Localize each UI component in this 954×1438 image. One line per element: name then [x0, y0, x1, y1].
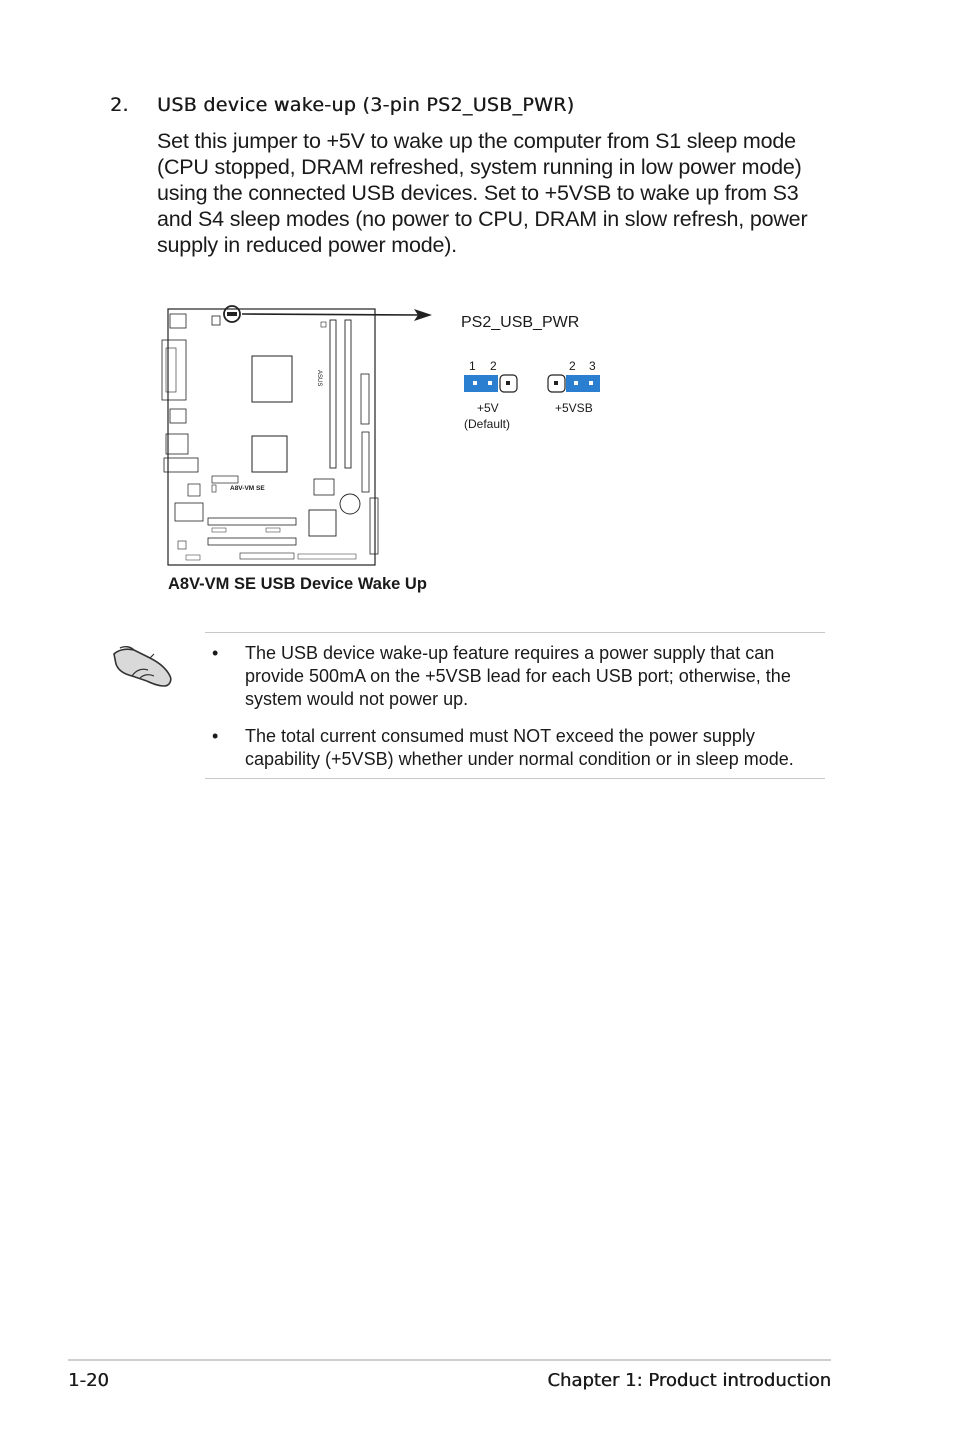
io-lan-port [166, 434, 188, 454]
ide-connector [361, 374, 369, 424]
callout-arrow-line [242, 314, 422, 315]
cpu-socket [252, 356, 292, 402]
chapter-title: Chapter 1: Product introduction [547, 1370, 831, 1391]
io-serial-port [162, 340, 186, 400]
floppy-connector [362, 432, 369, 492]
note-top-rule [205, 632, 825, 633]
note-bullet: • [212, 643, 219, 663]
jumper-location-pins [227, 312, 237, 316]
setting-a-pin-1: 1 [469, 359, 476, 373]
note-item [210, 642, 830, 711]
section-title: USB device wake-up (3-pin PS2_USB_PWR) [157, 94, 575, 116]
setting-a-jumper-cap [464, 375, 498, 392]
footer-rule [68, 1359, 831, 1361]
jumper-figure [160, 298, 620, 598]
setting-b-pin-2: 2 [569, 359, 576, 373]
setting-a-label: +5V [477, 401, 499, 415]
pci-slot-1 [208, 518, 296, 525]
pci-slot-2 [208, 538, 296, 545]
northbridge-chip [252, 436, 287, 472]
setting-b-label: +5VSB [555, 401, 593, 415]
note-text: The total current consumed must NOT exceed the power supply capability (+5VSB) whether under normal condition or in sleep mode. [245, 726, 794, 769]
notes-list [210, 642, 830, 785]
note-bullet: • [212, 726, 219, 746]
dimm-slot-1 [330, 320, 336, 468]
cmos-battery [340, 494, 360, 514]
jumper-name: PS2_USB_PWR [461, 314, 580, 331]
page-number: 1-20 [68, 1370, 109, 1391]
power-connector [370, 498, 378, 554]
hand-pointer-icon [110, 640, 174, 690]
motherboard-diagram [160, 298, 620, 598]
note-bottom-rule [205, 778, 825, 779]
setting-b-jumper-cap [566, 375, 600, 392]
southbridge-chip [309, 510, 336, 536]
section-number: 2. [110, 94, 129, 116]
io-usb-port [170, 409, 186, 423]
setting-a-sublabel: (Default) [464, 417, 511, 431]
dimm-slot-2 [345, 320, 351, 468]
setting-a-pin-2: 2 [490, 359, 497, 373]
note-text: The USB device wake-up feature requires a power supply that can provide 500mA on the +5VSB lead for each USB port; otherwise, the system would not power up. [245, 643, 791, 709]
note-item [210, 725, 830, 771]
brand-mark: ASUS [316, 370, 322, 387]
board-label: A8V-VM SE [230, 485, 265, 492]
figure-caption: A8V-VM SE USB Device Wake Up [168, 575, 427, 593]
section-heading [110, 94, 574, 116]
setting-b-pin-3: 3 [589, 359, 596, 373]
io-ps2-port [170, 314, 186, 328]
io-audio-port [164, 458, 198, 472]
board-outline [168, 309, 375, 565]
body-paragraph: Set this jumper to +5V to wake up the computer from S1 sleep mode (CPU stopped, DRAM refreshed, system running in low power mode) using the connected USB devices. Set to +5VSB to wake up from S3 and S4 sleep modes (no power to CPU, DRAM in slow refresh, power supply in reduced power mode). [157, 129, 808, 257]
